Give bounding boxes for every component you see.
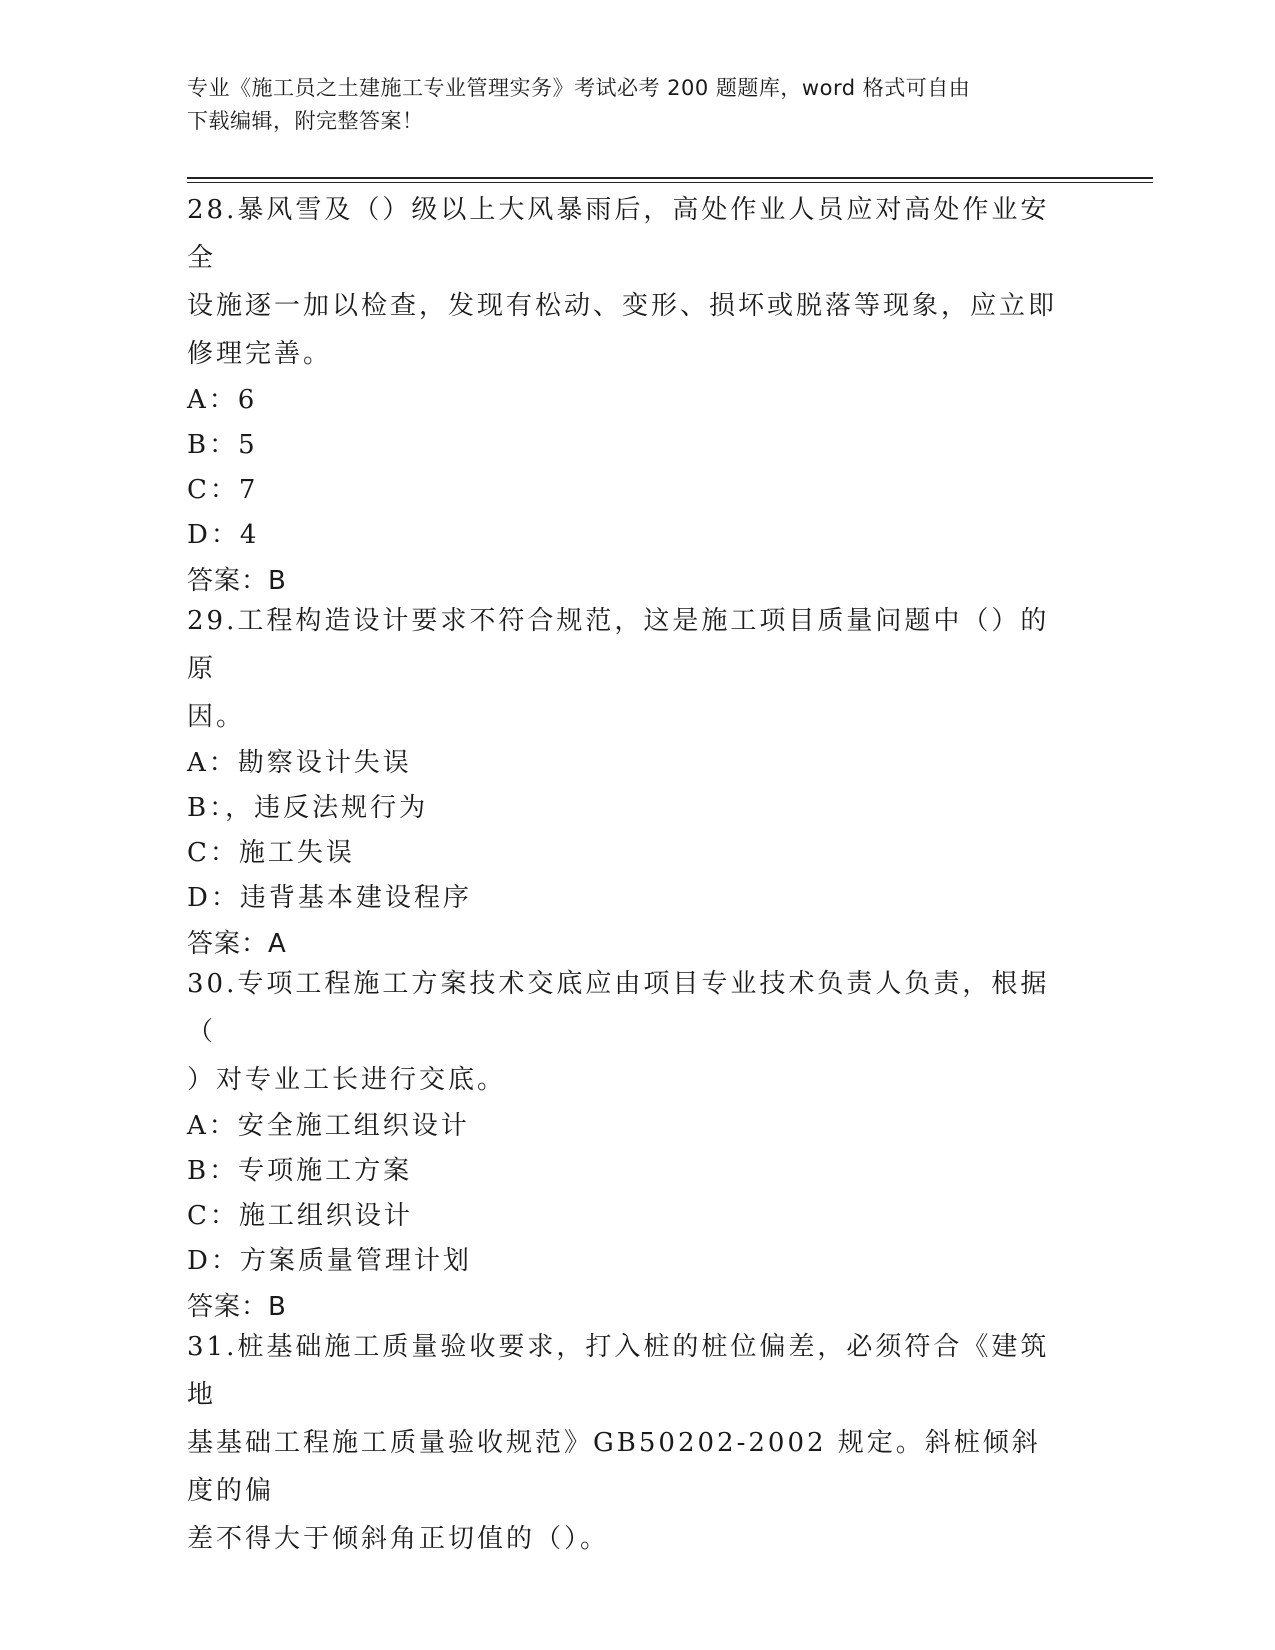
header-line-1: 专业《施工员之土建施工专业管理实务》考试必考 200 题题库，word 格式可自由 bbox=[187, 76, 971, 100]
header-divider-thin bbox=[187, 182, 1153, 183]
question-31 bbox=[187, 1323, 1067, 1563]
option-b: B：专项施工方案 bbox=[187, 1156, 413, 1186]
question-30 bbox=[187, 960, 1067, 1330]
option-a: A：安全施工组织设计 bbox=[187, 1111, 470, 1141]
option-c: C：7 bbox=[187, 475, 259, 505]
option-a: A：6 bbox=[187, 385, 258, 415]
question-text-line: 30.专项工程施工方案技术交底应由项目专业技术负责人负责，根据（ bbox=[187, 969, 1050, 1047]
option-d: D：违背基本建设程序 bbox=[187, 883, 472, 913]
question-text-line: ）对专业工长进行交底。 bbox=[187, 1065, 507, 1095]
question-text-line: 基基础工程施工质量验收规范》GB50202-2002 规定。斜桩倾斜度的偏 bbox=[187, 1428, 1041, 1506]
answer-line: 答案：B bbox=[187, 1292, 287, 1322]
header-divider-thick bbox=[187, 177, 1153, 179]
answer-line: 答案：B bbox=[187, 566, 287, 596]
answer-line: 答案：A bbox=[187, 929, 287, 959]
question-text-line: 设施逐一加以检查，发现有松动、变形、损坏或脱落等现象，应立即 bbox=[187, 291, 1058, 321]
question-text-line: 修理完善。 bbox=[187, 339, 333, 369]
question-text-line: 因。 bbox=[187, 702, 246, 732]
question-text-line: 31.桩基础施工质量验收要求，打入桩的桩位偏差，必须符合《建筑地 bbox=[187, 1332, 1050, 1410]
option-d: D：方案质量管理计划 bbox=[187, 1246, 472, 1276]
option-c: C：施工组织设计 bbox=[187, 1201, 413, 1231]
option-b: B：，违反法规行为 bbox=[187, 793, 429, 823]
question-29 bbox=[187, 597, 1067, 967]
header-line-2: 下载编辑，附完整答案！ bbox=[187, 109, 424, 133]
option-c: C：施工失误 bbox=[187, 838, 355, 868]
question-text-line: 28.暴风雪及（）级以上大风暴雨后，高处作业人员应对高处作业安全 bbox=[187, 195, 1050, 273]
document-header bbox=[187, 72, 1067, 138]
option-b: B：5 bbox=[187, 430, 258, 460]
question-text-line: 29.工程构造设计要求不符合规范，这是施工项目质量问题中（）的原 bbox=[187, 606, 1050, 684]
question-text-line: 差不得大于倾斜角正切值的（）。 bbox=[187, 1524, 610, 1554]
option-a: A：勘察设计失误 bbox=[187, 748, 412, 778]
option-d: D：4 bbox=[187, 520, 260, 550]
question-28 bbox=[187, 186, 1067, 604]
